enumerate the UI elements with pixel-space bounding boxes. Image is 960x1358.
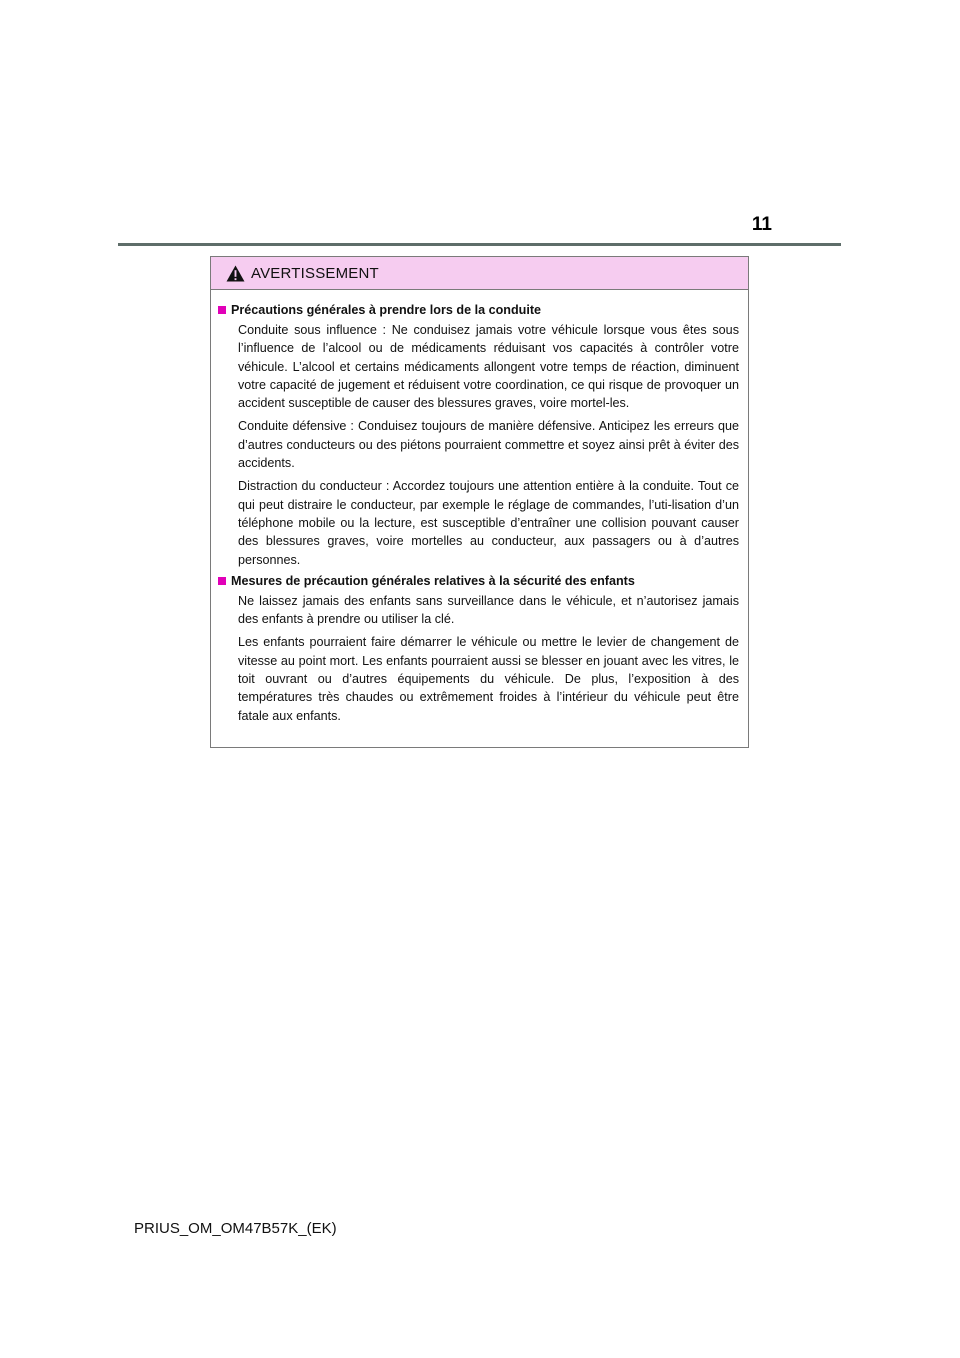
page-number: 11 bbox=[751, 214, 772, 235]
paragraph-influence: Conduite sous influence : Ne conduisez jamais votre véhicule lorsque vous êtes sous l’influence de l’alcool ou de médicaments réduisant vos capacités à contrôler votre véhicule. L’alcool et certains médicaments allongent votre temps de réaction, diminuent votre capacité de jugement et réduisent votre coordination, ce qui risque de provoquer un accident susceptible de causer des blessures graves, voire mortel-les. bbox=[238, 323, 739, 411]
section-heading-children bbox=[218, 572, 739, 590]
section-heading-text: Mesures de précaution générales relatives à la sécurité des enfants bbox=[231, 573, 635, 588]
section-heading-driving bbox=[218, 301, 739, 319]
warning-header bbox=[211, 257, 748, 290]
warning-title: AVERTISSEMENT bbox=[251, 264, 379, 282]
footer-code: PRIUS_OM_OM47B57K_(EK) bbox=[134, 1220, 337, 1237]
warning-triangle-icon bbox=[226, 265, 245, 282]
paragraph-children-risks: Les enfants pourraient faire démarrer le véhicule ou mettre le levier de changement de vitesse au point mort. Les enfants pourraient aussi se blesser en jouant avec les vitres, le toit ouvrant ou d’autres équipements du véhicule. De plus, l’exposition à des températures très chaudes ou extrêmement froides à l’intérieur du véhicule peut être fatale aux enfants. bbox=[238, 635, 739, 723]
header-rule bbox=[118, 243, 841, 246]
paragraph-defensive: Conduite défensive : Conduisez toujours de manière défensive. Anticipez les erreurs que d’autres conducteurs ou des piétons pourraient commettre et soyez ainsi prêt à éviter des accidents. bbox=[238, 419, 739, 471]
warning-box bbox=[210, 256, 749, 748]
square-bullet-icon bbox=[218, 577, 226, 585]
warning-body bbox=[211, 290, 748, 725]
paragraph-unattended: Ne laissez jamais des enfants sans surveillance dans le véhicule, et n’autorisez jamais des enfants à prendre ou utiliser la clé. bbox=[238, 593, 739, 627]
square-bullet-icon bbox=[218, 306, 226, 314]
section-heading-text: Précautions générales à prendre lors de la conduite bbox=[231, 303, 542, 317]
paragraph-distraction: Distraction du conducteur : Accordez toujours une attention entière à la conduite. Tout ce qui peut distraire le conducteur, par exemple le réglage de commandes, l’uti-lisation d’un téléphone mobile ou la lecture, est susceptible d’entraîner une collision pouvant causer des blessures graves, voire mortelles au conducteur, aux passagers ou à d’autres personnes. bbox=[238, 479, 739, 567]
